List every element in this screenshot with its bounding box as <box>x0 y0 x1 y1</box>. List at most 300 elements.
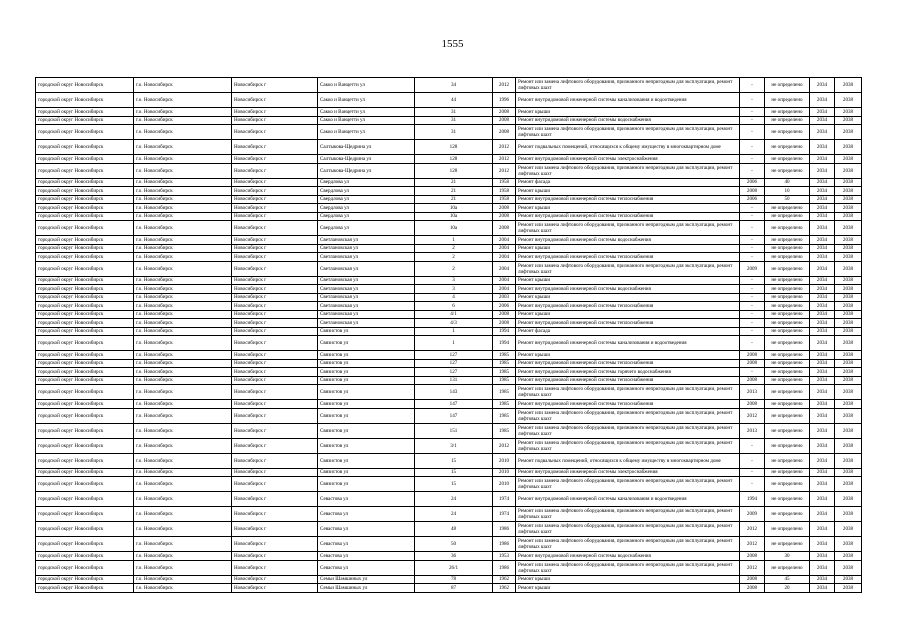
cell-year-built: 1985 <box>493 400 516 409</box>
cell-street: Севастова ул <box>318 522 415 537</box>
cell-municipality: г.о. Новосибирск <box>134 319 232 328</box>
cell-last-repair-year: - <box>740 244 765 253</box>
cell-street: Севастова ул <box>318 492 415 507</box>
cell-wear: не определено <box>765 522 810 537</box>
cell-last-repair-year: - <box>740 212 765 221</box>
cell-plan-end: 2038 <box>835 368 862 377</box>
cell-last-repair-year: - <box>740 221 765 236</box>
table-row <box>36 423 862 438</box>
cell-municipality: г.о. Новосибирск <box>134 552 232 561</box>
cell-plan-start: 2034 <box>810 319 835 328</box>
cell-municipality: г.о. Новосибирск <box>134 327 232 336</box>
cell-house: 31 <box>415 108 493 117</box>
cell-municipality: г.о. Новосибирск <box>134 195 232 204</box>
cell-work-type: Ремонт подвальных помещений, относящихся к общему имуществу в многоквартирном доме <box>516 453 740 468</box>
cell-plan-start: 2034 <box>810 253 835 262</box>
cell-district: городской округ Новосибирск <box>36 212 134 221</box>
cell-house: 1 <box>415 236 493 245</box>
cell-last-repair-year: 2008 <box>740 187 765 196</box>
cell-municipality: г.о. Новосибирск <box>134 385 232 400</box>
cell-wear: 10 <box>765 187 810 196</box>
cell-municipality: г.о. Новосибирск <box>134 507 232 522</box>
cell-city: Новосибирск г <box>232 385 318 400</box>
cell-house: 127 <box>415 368 493 377</box>
cell-plan-end: 2038 <box>835 477 862 492</box>
cell-plan-end: 2038 <box>835 438 862 453</box>
cell-city: Новосибирск г <box>232 423 318 438</box>
cell-plan-start: 2034 <box>810 492 835 507</box>
cell-plan-start: 2034 <box>810 125 835 140</box>
cell-street: Свердлова ул <box>318 204 415 213</box>
cell-street: Салтыкова-Щедрина ул <box>318 140 415 155</box>
cell-district: городской округ Новосибирск <box>36 376 134 385</box>
cell-wear: не определено <box>765 276 810 285</box>
cell-city: Новосибирск г <box>232 408 318 423</box>
cell-wear: не определено <box>765 537 810 552</box>
cell-street: Светлановская ул <box>318 319 415 328</box>
cell-year-built: 1985 <box>493 408 516 423</box>
cell-plan-start: 2034 <box>810 584 835 593</box>
cell-plan-start: 2034 <box>810 336 835 351</box>
cell-plan-end: 2038 <box>835 522 862 537</box>
cell-district: городской округ Новосибирск <box>36 453 134 468</box>
cell-city: Новосибирск г <box>232 236 318 245</box>
cell-last-repair-year: - <box>740 116 765 125</box>
cell-plan-start: 2034 <box>810 178 835 187</box>
cell-street: Связистов ул <box>318 438 415 453</box>
table-row <box>36 438 862 453</box>
cell-plan-end: 2038 <box>835 408 862 423</box>
cell-year-built: 2012 <box>493 163 516 178</box>
cell-last-repair-year: - <box>740 368 765 377</box>
cell-year-built: 2008 <box>493 116 516 125</box>
cell-last-repair-year: - <box>740 293 765 302</box>
cell-work-type: Ремонт внутридомовой инженерной системы электроснабжения <box>516 468 740 477</box>
cell-municipality: г.о. Новосибирск <box>134 408 232 423</box>
cell-plan-end: 2038 <box>835 552 862 561</box>
table-row <box>36 319 862 328</box>
table-row <box>36 116 862 125</box>
cell-year-built: 1958 <box>493 178 516 187</box>
cell-house: 21 <box>415 187 493 196</box>
table-row <box>36 468 862 477</box>
cell-municipality: г.о. Новосибирск <box>134 584 232 593</box>
table-row <box>36 140 862 155</box>
table-row <box>36 453 862 468</box>
cell-street: Светлановская ул <box>318 302 415 311</box>
cell-year-built: 2008 <box>493 319 516 328</box>
cell-street: Связистов ул <box>318 423 415 438</box>
cell-work-type: Ремонт крыши <box>516 276 740 285</box>
cell-city: Новосибирск г <box>232 204 318 213</box>
cell-street: Свердлова ул <box>318 187 415 196</box>
cell-work-type: Ремонт внутридомовой инженерной системы водоснабжения <box>516 116 740 125</box>
cell-plan-start: 2034 <box>810 400 835 409</box>
cell-work-type: Ремонт крыши <box>516 310 740 319</box>
cell-house: 15 <box>415 468 493 477</box>
cell-district: городской округ Новосибирск <box>36 584 134 593</box>
cell-city: Новосибирск г <box>232 400 318 409</box>
cell-wear: не определено <box>765 408 810 423</box>
cell-year-built: 1974 <box>493 492 516 507</box>
cell-street: Связистов ул <box>318 400 415 409</box>
cell-wear: не определено <box>765 351 810 360</box>
cell-house: 4/3 <box>415 319 493 328</box>
cell-year-built: 2010 <box>493 477 516 492</box>
cell-work-type: Ремонт или замена лифтового оборудования, признанного непригодным для эксплуатации, ремонт лифтовых шахт <box>516 522 740 537</box>
cell-plan-start: 2034 <box>810 116 835 125</box>
cell-house: 2 <box>415 261 493 276</box>
cell-wear: не определено <box>765 221 810 236</box>
cell-plan-end: 2038 <box>835 319 862 328</box>
cell-wear: не определено <box>765 423 810 438</box>
cell-plan-end: 2038 <box>835 327 862 336</box>
cell-city: Новосибирск г <box>232 492 318 507</box>
cell-year-built: 2008 <box>493 204 516 213</box>
cell-last-repair-year: 2009 <box>740 507 765 522</box>
cell-work-type: Ремонт внутридомовой инженерной системы теплоснабжения <box>516 253 740 262</box>
cell-year-built: 2004 <box>493 285 516 294</box>
cell-plan-start: 2034 <box>810 468 835 477</box>
cell-municipality: г.о. Новосибирск <box>134 285 232 294</box>
cell-wear: не определено <box>765 155 810 164</box>
cell-wear: не определено <box>765 336 810 351</box>
cell-year-built: 2010 <box>493 468 516 477</box>
cell-plan-start: 2034 <box>810 93 835 108</box>
cell-municipality: г.о. Новосибирск <box>134 212 232 221</box>
cell-last-repair-year: 2006 <box>740 195 765 204</box>
cell-last-repair-year: 2013 <box>740 423 765 438</box>
cell-year-built: 2008 <box>493 221 516 236</box>
cell-wear: не определено <box>765 108 810 117</box>
cell-wear: не определено <box>765 285 810 294</box>
cell-last-repair-year: 2008 <box>740 400 765 409</box>
cell-wear: не определено <box>765 163 810 178</box>
cell-work-type: Ремонт или замена лифтового оборудования, признанного непригодным для эксплуатации, ремонт лифтовых шахт <box>516 560 740 575</box>
cell-plan-start: 2034 <box>810 359 835 368</box>
cell-house: 4/1 <box>415 310 493 319</box>
cell-city: Новосибирск г <box>232 327 318 336</box>
cell-plan-end: 2038 <box>835 453 862 468</box>
cell-plan-start: 2034 <box>810 285 835 294</box>
cell-wear: не определено <box>765 560 810 575</box>
cell-municipality: г.о. Новосибирск <box>134 253 232 262</box>
cell-wear: не определено <box>765 93 810 108</box>
table-row <box>36 78 862 93</box>
cell-house: 2 <box>415 244 493 253</box>
cell-plan-end: 2038 <box>835 351 862 360</box>
cell-plan-end: 2038 <box>835 212 862 221</box>
cell-municipality: г.о. Новосибирск <box>134 522 232 537</box>
cell-work-type: Ремонт внутридомовой инженерной системы водоснабжения <box>516 236 740 245</box>
table-row <box>36 293 862 302</box>
cell-work-type: Ремонт подвальных помещений, относящихся к общему имуществу в многоквартирном доме <box>516 140 740 155</box>
cell-plan-end: 2038 <box>835 155 862 164</box>
cell-year-built: 2012 <box>493 78 516 93</box>
cell-municipality: г.о. Новосибирск <box>134 261 232 276</box>
cell-house: 127 <box>415 359 493 368</box>
cell-plan-end: 2038 <box>835 575 862 584</box>
cell-house: 1 <box>415 327 493 336</box>
table-row <box>36 212 862 221</box>
cell-last-repair-year: - <box>740 285 765 294</box>
cell-municipality: г.о. Новосибирск <box>134 468 232 477</box>
cell-city: Новосибирск г <box>232 116 318 125</box>
cell-plan-start: 2034 <box>810 575 835 584</box>
cell-district: городской округ Новосибирск <box>36 108 134 117</box>
cell-plan-end: 2038 <box>835 584 862 593</box>
cell-year-built: 1986 <box>493 560 516 575</box>
cell-street: Салтыкова-Щедрина ул <box>318 155 415 164</box>
cell-plan-end: 2038 <box>835 285 862 294</box>
cell-street: Связистов ул <box>318 385 415 400</box>
cell-year-built: 1985 <box>493 423 516 438</box>
cell-street: Свердлова ул <box>318 221 415 236</box>
cell-plan-start: 2034 <box>810 537 835 552</box>
cell-city: Новосибирск г <box>232 276 318 285</box>
cell-plan-start: 2034 <box>810 155 835 164</box>
cell-plan-end: 2038 <box>835 276 862 285</box>
cell-street: Сакко и Ванцетти ул <box>318 93 415 108</box>
cell-plan-end: 2038 <box>835 385 862 400</box>
cell-municipality: г.о. Новосибирск <box>134 293 232 302</box>
table-row <box>36 507 862 522</box>
cell-city: Новосибирск г <box>232 351 318 360</box>
cell-work-type: Ремонт внутридомовой инженерной системы водоснабжения <box>516 552 740 561</box>
cell-plan-start: 2034 <box>810 368 835 377</box>
table-row <box>36 285 862 294</box>
cell-work-type: Ремонт или замена лифтового оборудования, признанного непригодным для эксплуатации, ремонт лифтовых шахт <box>516 507 740 522</box>
cell-municipality: г.о. Новосибирск <box>134 336 232 351</box>
cell-plan-start: 2034 <box>810 244 835 253</box>
table-row <box>36 125 862 140</box>
cell-year-built: 2012 <box>493 438 516 453</box>
cell-city: Новосибирск г <box>232 140 318 155</box>
cell-last-repair-year: 2012 <box>740 408 765 423</box>
cell-house: 10а <box>415 204 493 213</box>
cell-house: 1 <box>415 336 493 351</box>
cell-year-built: 2004 <box>493 261 516 276</box>
cell-municipality: г.о. Новосибирск <box>134 359 232 368</box>
cell-house: 147 <box>415 400 493 409</box>
cell-plan-end: 2038 <box>835 336 862 351</box>
cell-last-repair-year: - <box>740 276 765 285</box>
table-row <box>36 302 862 311</box>
cell-house: 6 <box>415 302 493 311</box>
cell-wear: не определено <box>765 359 810 368</box>
cell-district: городской округ Новосибирск <box>36 492 134 507</box>
cell-municipality: г.о. Новосибирск <box>134 423 232 438</box>
cell-municipality: г.о. Новосибирск <box>134 453 232 468</box>
cell-work-type: Ремонт внутридомовой инженерной системы теплоснабжения <box>516 376 740 385</box>
cell-house: 127 <box>415 351 493 360</box>
cell-house: 48 <box>415 522 493 537</box>
cell-house: 31 <box>415 116 493 125</box>
cell-house: 50 <box>415 537 493 552</box>
cell-district: городской округ Новосибирск <box>36 155 134 164</box>
cell-plan-start: 2034 <box>810 351 835 360</box>
cell-plan-start: 2034 <box>810 376 835 385</box>
cell-district: городской округ Новосибирск <box>36 468 134 477</box>
cell-wear: не определено <box>765 438 810 453</box>
cell-street: Свердлова ул <box>318 212 415 221</box>
cell-city: Новосибирск г <box>232 93 318 108</box>
table-row <box>36 560 862 575</box>
cell-house: 21 <box>415 178 493 187</box>
cell-plan-end: 2038 <box>835 359 862 368</box>
cell-work-type: Ремонт внутридомовой инженерной системы канализования и водоотведения <box>516 492 740 507</box>
cell-year-built: 1985 <box>493 385 516 400</box>
cell-last-repair-year: 2006 <box>740 178 765 187</box>
cell-work-type: Ремонт или замена лифтового оборудования, признанного непригодным для эксплуатации, ремонт лифтовых шахт <box>516 125 740 140</box>
cell-plan-start: 2034 <box>810 261 835 276</box>
cell-work-type: Ремонт внутридомовой инженерной системы теплоснабжения <box>516 359 740 368</box>
cell-last-repair-year: - <box>740 310 765 319</box>
cell-house: 131 <box>415 376 493 385</box>
cell-district: городской округ Новосибирск <box>36 140 134 155</box>
cell-plan-start: 2034 <box>810 212 835 221</box>
cell-plan-end: 2038 <box>835 293 862 302</box>
table-row <box>36 327 862 336</box>
cell-wear: не определено <box>765 261 810 276</box>
cell-last-repair-year: - <box>740 336 765 351</box>
cell-plan-end: 2038 <box>835 560 862 575</box>
cell-last-repair-year: 2009 <box>740 261 765 276</box>
cell-plan-end: 2038 <box>835 537 862 552</box>
cell-street: Сакко и Ванцетти ул <box>318 125 415 140</box>
cell-wear: 30 <box>765 552 810 561</box>
cell-municipality: г.о. Новосибирск <box>134 236 232 245</box>
cell-plan-start: 2034 <box>810 140 835 155</box>
cell-street: Связистов ул <box>318 359 415 368</box>
cell-street: Севастова ул <box>318 537 415 552</box>
table-row <box>36 244 862 253</box>
cell-house: 10а <box>415 212 493 221</box>
cell-district: городской округ Новосибирск <box>36 261 134 276</box>
cell-municipality: г.о. Новосибирск <box>134 302 232 311</box>
cell-district: городской округ Новосибирск <box>36 78 134 93</box>
cell-last-repair-year: - <box>740 140 765 155</box>
cell-house: 128 <box>415 155 493 164</box>
cell-plan-start: 2034 <box>810 276 835 285</box>
cell-street: Севастова ул <box>318 507 415 522</box>
cell-street: Светлановская ул <box>318 310 415 319</box>
cell-municipality: г.о. Новосибирск <box>134 140 232 155</box>
cell-house: 21 <box>415 195 493 204</box>
cell-city: Новосибирск г <box>232 552 318 561</box>
table-row <box>36 492 862 507</box>
cell-district: городской округ Новосибирск <box>36 400 134 409</box>
cell-district: городской округ Новосибирск <box>36 310 134 319</box>
table-row <box>36 310 862 319</box>
cell-year-built: 2012 <box>493 155 516 164</box>
table-row <box>36 400 862 409</box>
cell-house: 87 <box>415 584 493 593</box>
cell-wear: не определено <box>765 477 810 492</box>
cell-last-repair-year: - <box>740 302 765 311</box>
cell-district: городской округ Новосибирск <box>36 293 134 302</box>
cell-last-repair-year: 2012 <box>740 522 765 537</box>
cell-year-built: 1953 <box>493 552 516 561</box>
cell-wear: не определено <box>765 293 810 302</box>
cell-last-repair-year: - <box>740 108 765 117</box>
cell-district: городской округ Новосибирск <box>36 359 134 368</box>
cell-city: Новосибирск г <box>232 285 318 294</box>
cell-plan-end: 2038 <box>835 108 862 117</box>
cell-street: Свердлова ул <box>318 195 415 204</box>
cell-district: городской округ Новосибирск <box>36 195 134 204</box>
cell-work-type: Ремонт крыши <box>516 584 740 593</box>
cell-municipality: г.о. Новосибирск <box>134 108 232 117</box>
cell-street: Салтыкова-Щедрина ул <box>318 163 415 178</box>
cell-municipality: г.о. Новосибирск <box>134 204 232 213</box>
cell-work-type: Ремонт или замена лифтового оборудования, признанного непригодным для эксплуатации, ремонт лифтовых шахт <box>516 261 740 276</box>
cell-wear: не определено <box>765 453 810 468</box>
page-number: 1555 <box>441 38 464 50</box>
cell-year-built: 2004 <box>493 276 516 285</box>
cell-district: городской округ Новосибирск <box>36 385 134 400</box>
cell-house: 36 <box>415 552 493 561</box>
cell-house: 143 <box>415 385 493 400</box>
cell-city: Новосибирск г <box>232 163 318 178</box>
cell-plan-end: 2038 <box>835 187 862 196</box>
cell-street: Связистов ул <box>318 368 415 377</box>
cell-municipality: г.о. Новосибирск <box>134 221 232 236</box>
cell-last-repair-year: 2008 <box>740 575 765 584</box>
cell-work-type: Ремонт крыши <box>516 187 740 196</box>
cell-street: Сакко и Ванцетти ул <box>318 78 415 93</box>
cell-city: Новосибирск г <box>232 253 318 262</box>
cell-work-type: Ремонт крыши <box>516 204 740 213</box>
table-row <box>36 195 862 204</box>
cell-municipality: г.о. Новосибирск <box>134 400 232 409</box>
cell-house: 26/1 <box>415 560 493 575</box>
cell-plan-start: 2034 <box>810 78 835 93</box>
cell-work-type: Ремонт или замена лифтового оборудования, признанного непригодным для эксплуатации, ремонт лифтовых шахт <box>516 423 740 438</box>
cell-wear: не определено <box>765 492 810 507</box>
cell-house: 2 <box>415 253 493 262</box>
cell-year-built: 1958 <box>493 195 516 204</box>
table-row <box>36 163 862 178</box>
cell-year-built: 2012 <box>493 140 516 155</box>
cell-plan-start: 2034 <box>810 438 835 453</box>
cell-work-type: Ремонт или замена лифтового оборудования, признанного непригодным для эксплуатации, ремонт лифтовых шахт <box>516 221 740 236</box>
cell-wear: 40 <box>765 178 810 187</box>
cell-district: городской округ Новосибирск <box>36 537 134 552</box>
cell-district: городской округ Новосибирск <box>36 408 134 423</box>
table-row <box>36 477 862 492</box>
cell-wear: не определено <box>765 368 810 377</box>
cell-district: городской округ Новосибирск <box>36 438 134 453</box>
cell-work-type: Ремонт внутридомовой инженерной системы водоснабжения <box>516 285 740 294</box>
cell-year-built: 1985 <box>493 376 516 385</box>
cell-wear: не определено <box>765 385 810 400</box>
cell-plan-start: 2034 <box>810 187 835 196</box>
cell-street: Связистов ул <box>318 327 415 336</box>
cell-plan-end: 2038 <box>835 78 862 93</box>
cell-house: 3 <box>415 285 493 294</box>
cell-year-built: 1958 <box>493 187 516 196</box>
cell-plan-start: 2034 <box>810 423 835 438</box>
cell-work-type: Ремонт крыши <box>516 293 740 302</box>
cell-year-built: 1962 <box>493 575 516 584</box>
cell-municipality: г.о. Новосибирск <box>134 276 232 285</box>
cell-municipality: г.о. Новосибирск <box>134 438 232 453</box>
cell-city: Новосибирск г <box>232 108 318 117</box>
cell-plan-start: 2034 <box>810 221 835 236</box>
cell-work-type: Ремонт внутридомовой инженерной системы теплоснабжения <box>516 212 740 221</box>
cell-last-repair-year: - <box>740 438 765 453</box>
